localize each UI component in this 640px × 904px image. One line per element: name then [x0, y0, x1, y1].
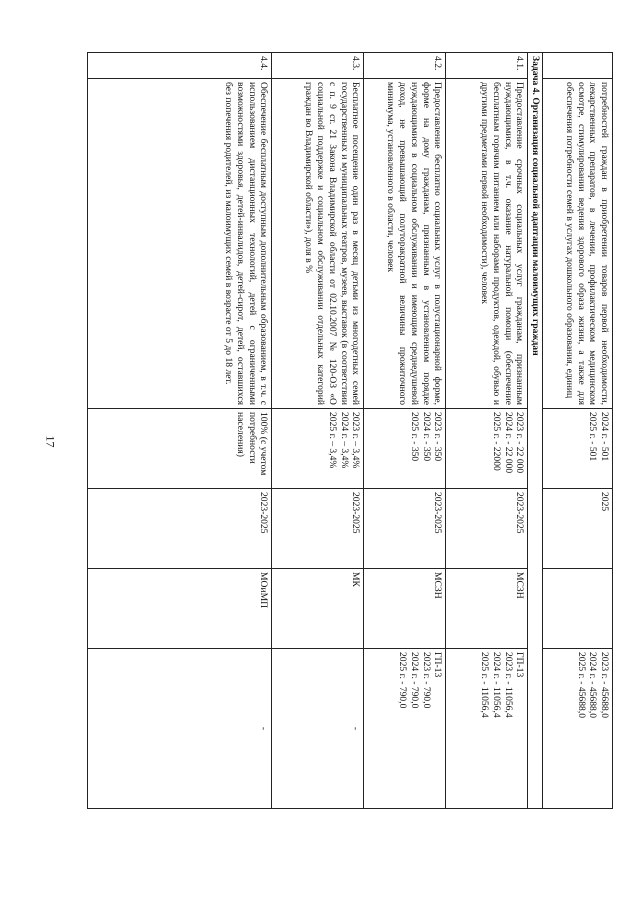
row-description: Предоставление срочных социальных услуг гражданам, признанным нуждающимися, в т.ч. оказание натуральной помощи (обеспечение бесплатным горячим питанием или наборами продуктов, одеждой, обувью и другими предметами первой необходимости), человек — [446, 79, 528, 409]
row-executor: МСЗН — [364, 569, 446, 649]
row-number: 4.2. — [364, 53, 446, 79]
measures-table — [87, 52, 613, 809]
section-title: Задача 4. Организация социальной адаптации малоимущих граждан — [528, 53, 543, 809]
row-description: потребностей граждан в приобретении товаров первой необходимости, лекарственных препаратов, в лечении, профилактическом медицинском осмотре, стимулировании ведения здорового образа жизни, а также для обеспечения потребности семей в услугах дошкольного образования, единиц — [543, 79, 613, 409]
table-row — [272, 53, 364, 809]
table-row — [543, 53, 613, 809]
table-row — [88, 53, 272, 809]
row-executor: МСЗН — [446, 569, 528, 649]
row-period: 2025 — [543, 489, 613, 569]
row-executor: МК — [272, 569, 364, 649]
row-description: Бесплатное посещение один раз в месяц детьми из многодетных семей государственных и муниципальных театров, музеев, выставок (в соответствии с п. 9 ст. 21 Закона Владимирской области от 02.10.2007 № 120-ОЗ «О социальной поддержке и социальном обслуживании отдельных категорий граждан во Владимирской области»), доля в % — [272, 79, 364, 409]
row-funding: ГП-13 2023 г. - 11056,4 2024 г. - 11056,4 2025 г. - 11056,4 — [446, 649, 528, 809]
section-header-row — [528, 53, 543, 809]
row-period: 2023-2025 — [272, 489, 364, 569]
row-number: 4.3. — [272, 53, 364, 79]
row-indicator: 2024 г. - 501 2025 г. - 501 — [543, 409, 613, 489]
row-indicator: 100% (с учетом потребности населения) — [88, 409, 272, 489]
row-period: 2023-2025 — [88, 489, 272, 569]
row-executor — [543, 569, 613, 649]
row-funding: - — [88, 649, 272, 809]
row-period: 2023-2025 — [364, 489, 446, 569]
row-description: Обеспечение бесплатным доступным дополнительным образованием, в т.ч. с использованием дистанционных технологий, детей с ограниченными возможностями здоровья, детей-инвалидов, детей-сирот, детей, оставшихся без попечения родителей, из малоимущих семей в возрасте от 5 до 18 лет. — [88, 79, 272, 409]
program-table — [87, 52, 613, 808]
row-indicator: 2023 г. - 350 2024 г. - 350 2025 г. - 350 — [364, 409, 446, 489]
row-period: 2023-2025 — [446, 489, 528, 569]
row-indicator: 2023 г. – 3,4% 2024 г. – 3,4% 2025 г. – 3,4% — [272, 409, 364, 489]
row-indicator: 2023 г. - 22 000 2024 г. - 22 000 2025 г. - 22000 — [446, 409, 528, 489]
row-number: 4.1. — [446, 53, 528, 79]
table-row — [446, 53, 528, 809]
row-funding: 2023 г. - 45688,0 2024 г. - 45688,0 2025 г. - 45688,0 — [543, 649, 613, 809]
table-row — [364, 53, 446, 809]
row-executor: МОиМП — [88, 569, 272, 649]
row-funding: ГП-13 2023 г. - 790,0 2024 г. - 790,0 2025 г. - 790,0 — [364, 649, 446, 809]
row-funding: - — [272, 649, 364, 809]
row-description: Предоставление бесплатно социальных услуг в полустационарной форме, форме на дому гражданам, признанным в установленном порядке нуждающимися в социальном обслуживании и имеющим среднедушевой доход, не превышающий полуторакратной величины прожиточного минимума, установленного в области, человек — [364, 79, 446, 409]
row-number: 4.4. — [88, 53, 272, 79]
row-number — [543, 53, 613, 79]
page-number: 17 — [43, 435, 58, 448]
